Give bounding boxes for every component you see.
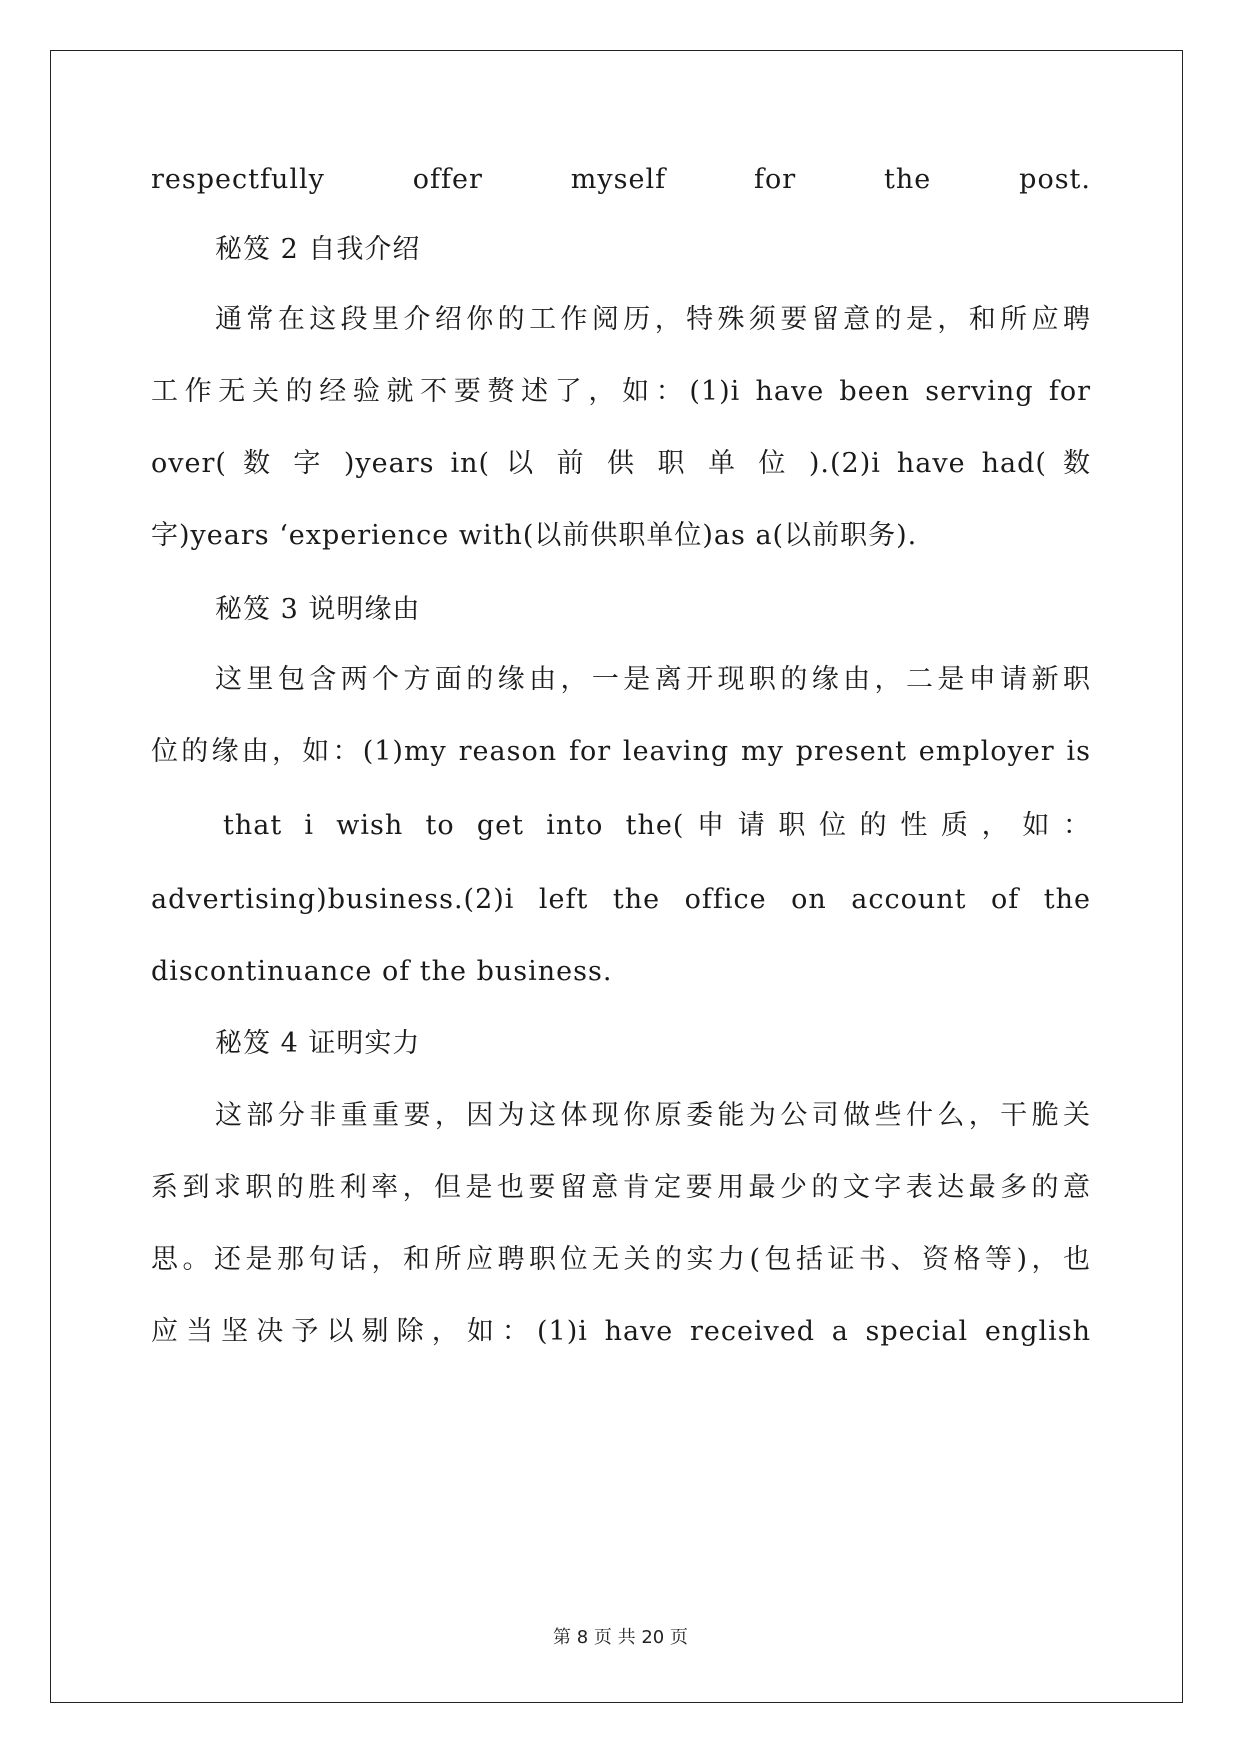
text-line: 系到求职的胜利率，但是也要留意肯定要用最少的文字表达最多的意	[151, 1172, 1091, 1203]
page-border	[50, 50, 1183, 1703]
text-line: over( 数 字 )years in( 以 前 供 职 单 位 ).(2)i have had( 数	[151, 448, 1091, 479]
text-line: 字)years ‘experience with(以前供职单位)as a(以前职务).	[151, 520, 918, 551]
text-line: 这部分非重重要，因为这体现你原委能为公司做些什么，干脆关	[215, 1100, 1091, 1131]
text-line: advertising)business.(2)i left the office on account of the	[151, 884, 1091, 915]
text-line: 这里包含两个方面的缘由，一是离开现职的缘由，二是申请新职	[215, 664, 1091, 695]
section-heading: 秘笈 3 说明缘由	[215, 594, 421, 625]
section-heading: 秘笈 2 自我介绍	[215, 234, 421, 265]
page-number: 第 8 页 共 20 页	[553, 1627, 688, 1648]
section-heading: 秘笈 4 证明实力	[215, 1028, 421, 1059]
text-line: 位的缘由，如：(1)my reason for leaving my present employer is	[151, 736, 1091, 767]
text-line: 工作无关的经验就不要赘述了，如：(1)i have been serving for	[151, 376, 1091, 407]
text-line: discontinuance of the business.	[151, 956, 613, 987]
text-line: 应当坚决予以剔除，如：(1)i have received a special english	[151, 1316, 1091, 1347]
text-line: that i wish to get into the(申请职位的性质，如：	[223, 810, 1091, 841]
text-line: 通常在这段里介绍你的工作阅历，特殊须要留意的是，和所应聘	[215, 304, 1091, 335]
text-line: 思。还是那句话，和所应聘职位无关的实力(包括证书、资格等)，也	[151, 1244, 1091, 1275]
text-line: respectfully offer myself for the post.	[151, 164, 1091, 195]
